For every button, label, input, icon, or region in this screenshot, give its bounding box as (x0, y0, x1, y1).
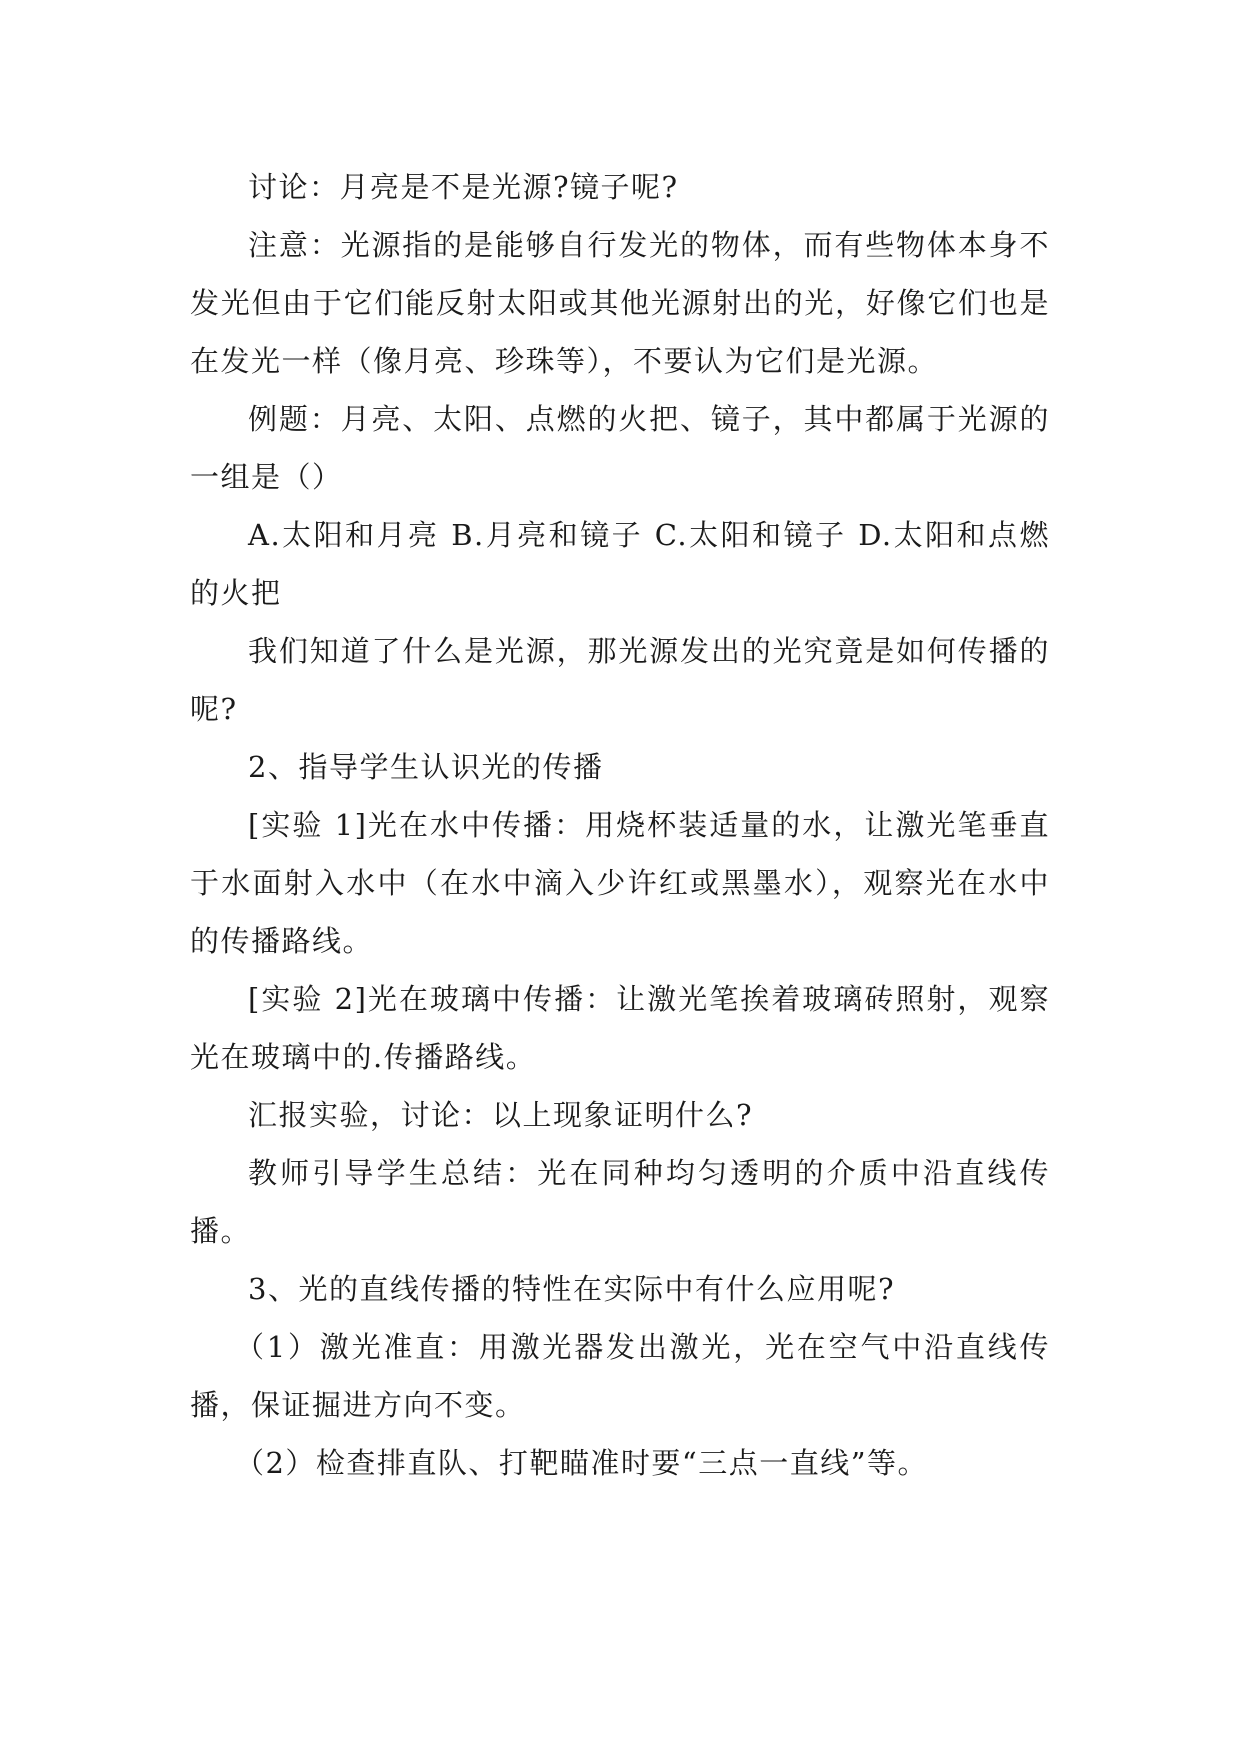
example-question: 例题：月亮、太阳、点燃的火把、镜子，其中都属于光源的一组是（） (190, 402, 1050, 494)
experiment-2: [实验 2]光在玻璃中传播：让激光笔挨着玻璃砖照射，观察光在玻璃中的.传播路线。 (190, 982, 1050, 1074)
application-2: （2）检查排直队、打靶瞄准时要“三点一直线”等。 (234, 1446, 929, 1480)
discussion-question: 讨论：月亮是不是光源?镜子呢? (248, 170, 679, 204)
experiment-1: [实验 1]光在水中传播：用烧杯装适量的水，让激光笔垂直于水面射入水中（在水中滴入少许红或黑墨水），观察光在水中的传播路线。 (190, 808, 1050, 958)
document-body (190, 158, 1050, 1492)
section-heading-2: 2、指导学生认识光的传播 (248, 750, 604, 784)
report-discussion: 汇报实验，讨论：以上现象证明什么? (248, 1098, 754, 1132)
note-paragraph: 注意：光源指的是能够自行发光的物体，而有些物体本身不发光但由于它们能反射太阳或其他光源射出的光，好像它们也是在发光一样（像月亮、珍珠等），不要认为它们是光源。 (190, 228, 1050, 378)
transition-paragraph: 我们知道了什么是光源，那光源发出的光究竟是如何传播的呢? (190, 634, 1050, 726)
teacher-summary: 教师引导学生总结：光在同种均匀透明的介质中沿直线传播。 (190, 1156, 1050, 1248)
section-heading-3: 3、光的直线传播的特性在实际中有什么应用呢? (248, 1272, 895, 1306)
application-1: （1）激光准直：用激光器发出激光，光在空气中沿直线传播，保证掘进方向不变。 (190, 1330, 1050, 1422)
example-options: A.太阳和月亮 B.月亮和镜子 C.太阳和镜子 D.太阳和点燃的火把 (190, 518, 1050, 610)
